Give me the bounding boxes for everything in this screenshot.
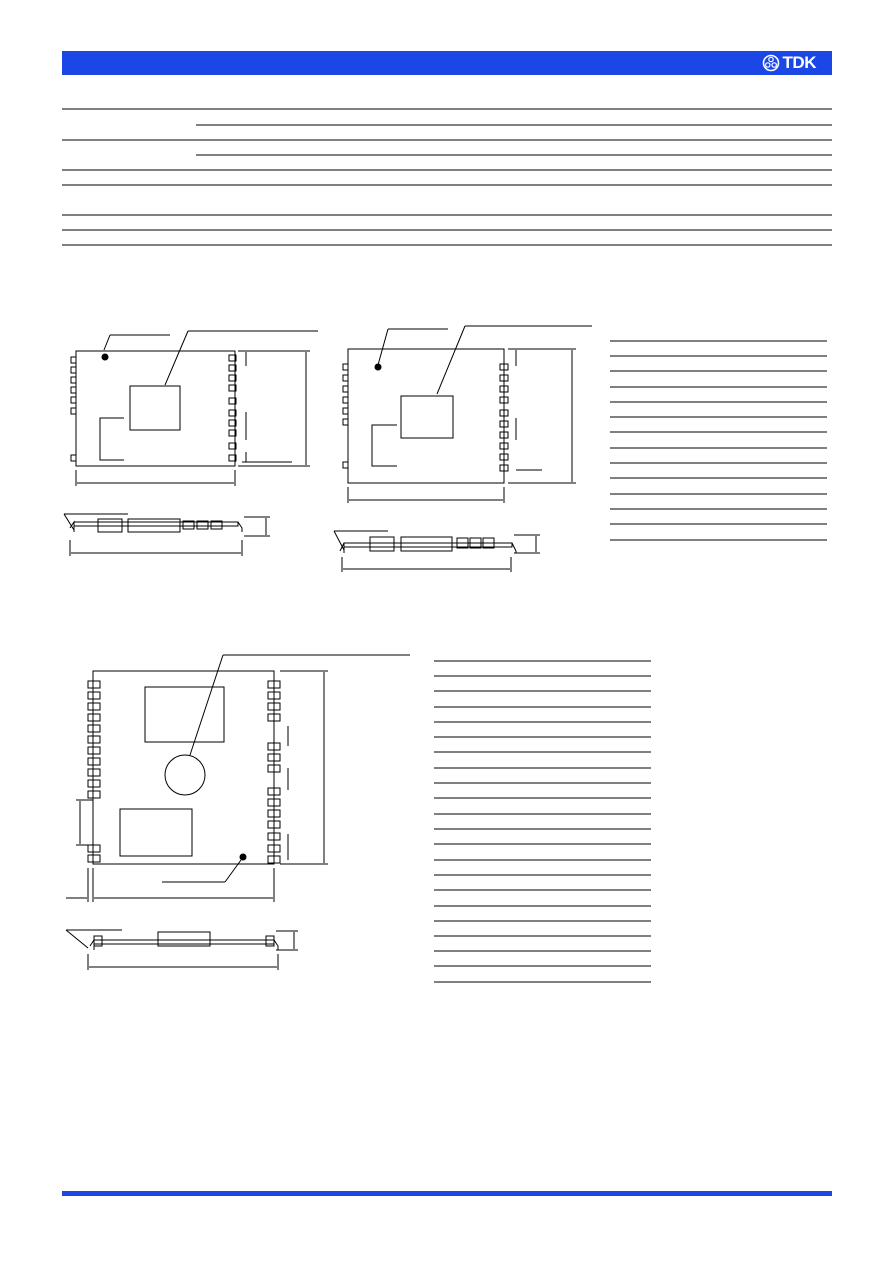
pin-table-1-rules [610, 341, 827, 540]
module-drawing-1-side-view [64, 514, 270, 556]
pin1-marker [240, 854, 246, 860]
module-drawing-1-top-view [71, 331, 318, 486]
module-drawing-3-side-view [66, 930, 298, 970]
pin-table-2-rules [434, 661, 651, 982]
footer-bar [62, 1191, 832, 1196]
module-drawing-2-top-view [343, 326, 592, 503]
module-drawing-3-top-view [66, 655, 410, 902]
logo-text: TDK [782, 53, 816, 72]
pin1-marker [102, 354, 108, 360]
spec-table-rules [62, 109, 832, 245]
module-drawing-2-side-view [334, 531, 540, 572]
